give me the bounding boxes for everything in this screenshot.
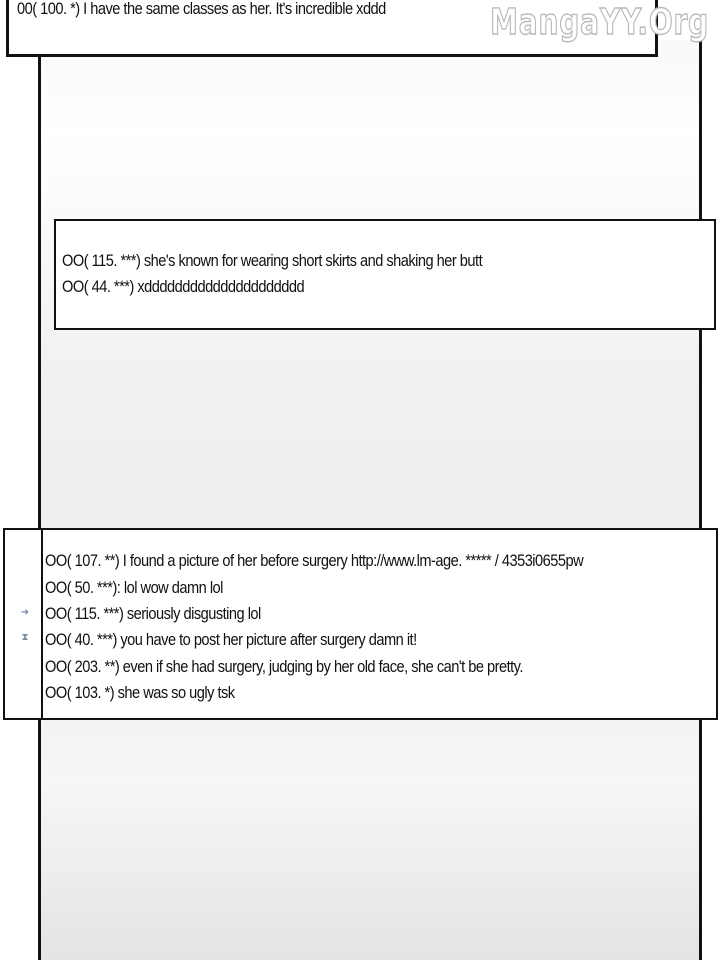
screen-panel [38, 40, 702, 960]
comment-line: OO( 44. ***) xddddddddddddddddddddd [62, 277, 305, 296]
arrow-icon: ➜ [20, 607, 30, 618]
comment-line: OO( 40. ***) you have to post her picture after surgery damn it! [45, 630, 417, 649]
comment-line: OO( 115. ***) she's known for wearing short skirts and shaking her butt [62, 251, 483, 270]
divider [41, 528, 43, 720]
comment-line: 00( 100. *) I have the same classes as her. It's incredible xddd [17, 0, 386, 18]
comment-box-bottom [3, 528, 718, 720]
comment-line: OO( 115. ***) seriously disgusting lol [45, 604, 261, 623]
comment-line: OO( 203. **) even if she had surgery, judging by her old face, she can't be pretty. [45, 657, 523, 676]
watermark-logo: MangaYY.Org [490, 2, 710, 43]
hourglass-icon: ⧗ [21, 632, 29, 643]
comment-line: OO( 107. **) I found a picture of her before surgery http://www.lm-age. ***** / 4353i0655pw [45, 551, 584, 570]
comment-line: OO( 103. *) she was so ugly tsk [45, 683, 235, 702]
comment-box-middle [54, 219, 716, 330]
comment-line: OO( 50. ***): lol wow damn lol [45, 578, 223, 597]
